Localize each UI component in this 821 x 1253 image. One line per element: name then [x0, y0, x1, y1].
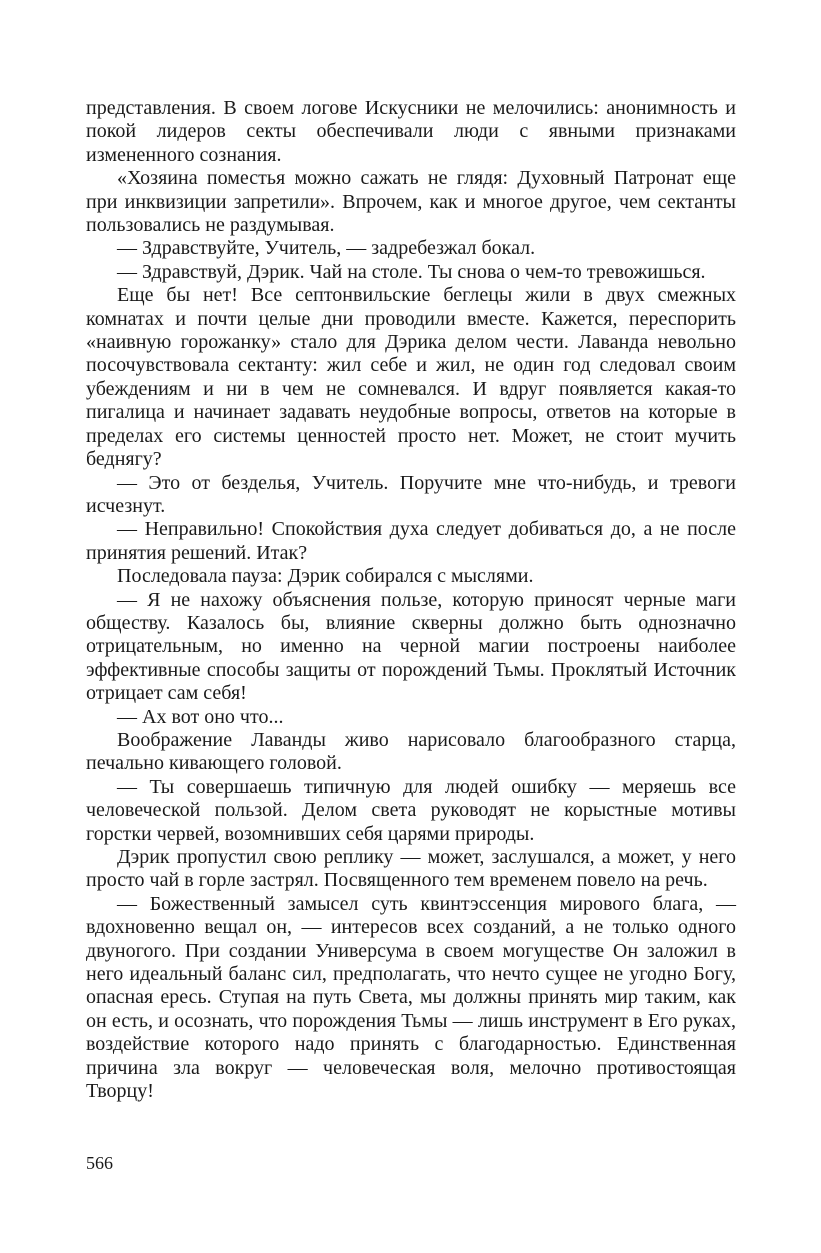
page-body: [86, 97, 736, 1103]
paragraph: — Ты совершаешь типичную для людей ошибку — меряешь все человеческой пользой. Делом света руководят не корыстные мотивы горстки червей, возомнивших себя царями природы.: [86, 775, 736, 845]
paragraph: — Здравствуй, Дэрик. Чай на столе. Ты снова о чем-то тревожишься.: [117, 260, 706, 283]
paragraph: — Неправильно! Спокойствия духа следует добиваться до, а не после принятия решений. Итак?: [86, 518, 736, 564]
paragraph: — Ах вот оно что...: [117, 705, 284, 728]
paragraph: Последовала пауза: Дэрик собирался с мыслями.: [117, 565, 534, 588]
paragraph: — Я не нахожу объяснения пользе, которую приносят черные маги обществу. Казалось бы, влияние скверны должно быть однозначно отрицательным, но именно на черной магии построены наиболее эффективные способы защиты от порождений Тьмы. Проклятый Источник отрицает сам себя!: [86, 588, 736, 705]
paragraph: — Здравствуйте, Учитель, — задребезжал бокал.: [117, 237, 536, 260]
page-number: 566: [86, 1153, 113, 1173]
paragraph: представления. В своем логове Искусники не мелочились: анонимность и покой лидеров секты обеспечивали люди с явными признаками измененного сознания.: [86, 97, 736, 166]
paragraph: Дэрик пропустил свою реплику — может, заслушался, а может, у него просто чай в горле застрял. Посвященного тем временем повело на речь.: [86, 846, 736, 892]
paragraph: Еще бы нет! Все септонвильские беглецы жили в двух смежных комнатах и почти целые дни проводили вместе. Кажется, переспорить «наивную горожанку» стало для Дэрика делом чести. Лаванда невольно посочувствовала сектанту: жил себе и жил, не один год следовал своим убеждениям и ни в чем не сомневался. И вдруг появляется какая-то пигалица и начинает задавать неудобные вопросы, ответов на которые в пределах его системы ценностей просто нет. Может, не стоит мучить беднягу?: [86, 284, 736, 471]
paragraph: — Божественный замысел суть квинтэссенция мирового блага, — вдохновенно вещал он, — интересов всех созданий, а не только одного двуногого. При создании Универсума в своем могуществе Он заложил в него идеальный баланс сил, предполагать, что нечто сущее не угодно Богу, опасная ересь. Ступая на путь Света, мы должны принять мир таким, как он есть, и осознать, что порождения Тьмы — лишь инструмент в Его руках, воздействие которого надо принять с благодарностью. Единственная причина зла вокруг — человеческая воля, мелочно противостоящая Творцу!: [86, 892, 736, 1103]
paragraph: — Это от безделья, Учитель. Поручите мне что-нибудь, и тревоги исчезнут.: [86, 471, 736, 517]
paragraph: Воображение Лаванды живо нарисовало благообразного старца, печально кивающего головой.: [86, 728, 736, 775]
paragraph: «Хозяина поместья можно сажать не глядя: Духовный Патронат еще при инквизиции запретили». Впрочем, как и многое другое, чем сектанты пользовались не раздумывая.: [86, 167, 736, 237]
